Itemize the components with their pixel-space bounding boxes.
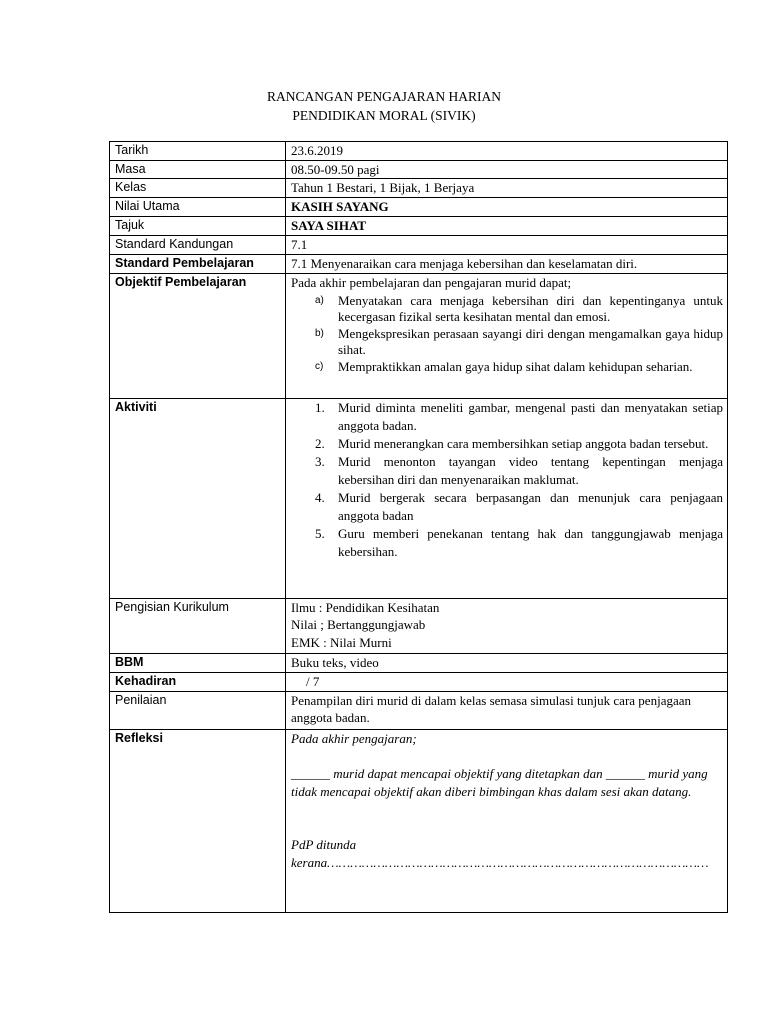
label-refleksi: Refleksi (110, 729, 286, 912)
objektif-intro: Pada akhir pembelajaran dan pengajaran murid dapat; (291, 274, 572, 290)
value-bbm: Buku teks, video (286, 653, 728, 672)
objektif-item (291, 359, 723, 375)
label-tarikh: Tarikh (110, 142, 286, 161)
aktiviti-marker: 2. (315, 435, 325, 451)
label-objektif: Objektif Pembelajaran (110, 273, 286, 398)
row-masa (110, 160, 728, 179)
label-tajuk: Tajuk (110, 217, 286, 236)
aktiviti-list (291, 399, 723, 561)
aktiviti-item (291, 525, 723, 561)
value-nilai-utama: KASIH SAYANG (286, 198, 728, 217)
refleksi-pdp-ditunda: PdP ditunda (291, 837, 357, 852)
aktiviti-item (291, 489, 723, 525)
label-aktiviti: Aktiviti (110, 398, 286, 598)
objektif-list (291, 293, 723, 375)
pengisian-emk: EMK : Nilai Murni (291, 634, 392, 650)
aktiviti-marker: 1. (315, 399, 325, 415)
refleksi-outcome: ______ murid dapat mencapai objektif yang ditetapkan dan ______ murid yang tidak mencapai objektif akan diberi bimbingan khas dalam sesi akan datang. (291, 766, 708, 799)
objektif-marker: c) (315, 361, 324, 372)
document-title: RANCANGAN PENGAJARAN HARIAN (266, 89, 501, 104)
objektif-marker: a) (315, 295, 324, 306)
objektif-item (291, 293, 723, 324)
row-nilai-utama (110, 198, 728, 217)
row-standard-kandungan (110, 235, 728, 254)
aktiviti-marker: 3. (315, 453, 325, 469)
refleksi-intro: Pada akhir pengajaran; (291, 730, 417, 746)
row-standard-pembelajaran (110, 254, 728, 273)
objektif-marker: b) (315, 328, 324, 339)
row-tarikh (110, 142, 728, 161)
aktiviti-item (291, 435, 723, 453)
document-subtitle: PENDIDIKAN MORAL (SIVIK) (292, 108, 476, 123)
objektif-text: Mempraktikkan amalan gaya hidup sihat dalam kehidupan seharian. (338, 359, 693, 374)
aktiviti-marker: 4. (315, 489, 325, 505)
row-kelas (110, 179, 728, 198)
objektif-item (291, 326, 723, 357)
aktiviti-text: Murid menerangkan cara membersihkan setiap anggota badan tersebut. (338, 435, 709, 451)
aktiviti-text: Murid diminta meneliti gambar, mengenal pasti dan menyatakan setiap anggota badan. (338, 399, 723, 433)
aktiviti-item (291, 453, 723, 489)
aktiviti-text: Murid menonton tayangan video tentang kepentingan menjaga kebersihan diri dan menyenaraikan maklumat. (338, 453, 723, 487)
label-standard-kandungan: Standard Kandungan (110, 235, 286, 254)
refleksi-kerana: kerana……………………………………………………………………………………… (291, 854, 709, 870)
label-kelas: Kelas (110, 179, 286, 198)
aktiviti-text: Murid bergerak secara berpasangan dan menunjuk cara penjagaan anggota badan (338, 489, 723, 523)
pengisian-nilai: Nilai ; Bertanggungjawab (291, 617, 426, 632)
value-masa: 08.50-09.50 pagi (286, 160, 728, 179)
label-penilaian: Penilaian (110, 691, 286, 729)
row-pengisian-kurikulum (110, 598, 728, 653)
value-tarikh: 23.6.2019 (286, 142, 728, 161)
lesson-plan-table (109, 141, 728, 913)
row-objektif (110, 273, 728, 398)
value-refleksi (286, 729, 728, 912)
value-aktiviti (286, 398, 728, 598)
label-standard-pembelajaran: Standard Pembelajaran (110, 254, 286, 273)
objektif-text: Mengekspresikan perasaan sayangi diri dengan mengamalkan gaya hidup sihat. (338, 326, 723, 357)
row-tajuk (110, 217, 728, 236)
value-standard-kandungan: 7.1 (286, 235, 728, 254)
value-kehadiran (286, 672, 728, 691)
pengisian-ilmu: Ilmu : Pendidikan Kesihatan (291, 599, 440, 615)
value-kelas: Tahun 1 Bestari, 1 Bijak, 1 Berjaya (286, 179, 728, 198)
aktiviti-text: Guru memberi penekanan tentang hak dan tanggungjawab menjaga kebersihan. (338, 525, 723, 559)
label-masa: Masa (110, 160, 286, 179)
row-refleksi (110, 729, 728, 912)
row-aktiviti (110, 398, 728, 598)
label-pengisian-kurikulum: Pengisian Kurikulum (110, 598, 286, 653)
label-kehadiran: Kehadiran (110, 672, 286, 691)
row-bbm (110, 653, 728, 672)
kehadiran-count: / 7 (306, 673, 320, 689)
row-kehadiran (110, 672, 728, 691)
value-penilaian: Penampilan diri murid di dalam kelas semasa simulasi tunjuk cara penjagaan anggota badan. (286, 691, 728, 729)
aktiviti-item (291, 399, 723, 435)
value-tajuk: SAYA SIHAT (286, 217, 728, 236)
label-nilai-utama: Nilai Utama (110, 198, 286, 217)
objektif-text: Menyatakan cara menjaga kebersihan diri dan kepentinganya untuk kecergasan fizikal serta kesihatan mental dan emosi. (338, 293, 723, 324)
label-bbm: BBM (110, 653, 286, 672)
aktiviti-marker: 5. (315, 525, 325, 541)
row-penilaian (110, 691, 728, 729)
value-standard-pembelajaran: 7.1 Menyenaraikan cara menjaga kebersihan dan keselamatan diri. (286, 254, 728, 273)
value-objektif (286, 273, 728, 398)
value-pengisian-kurikulum (286, 598, 728, 653)
